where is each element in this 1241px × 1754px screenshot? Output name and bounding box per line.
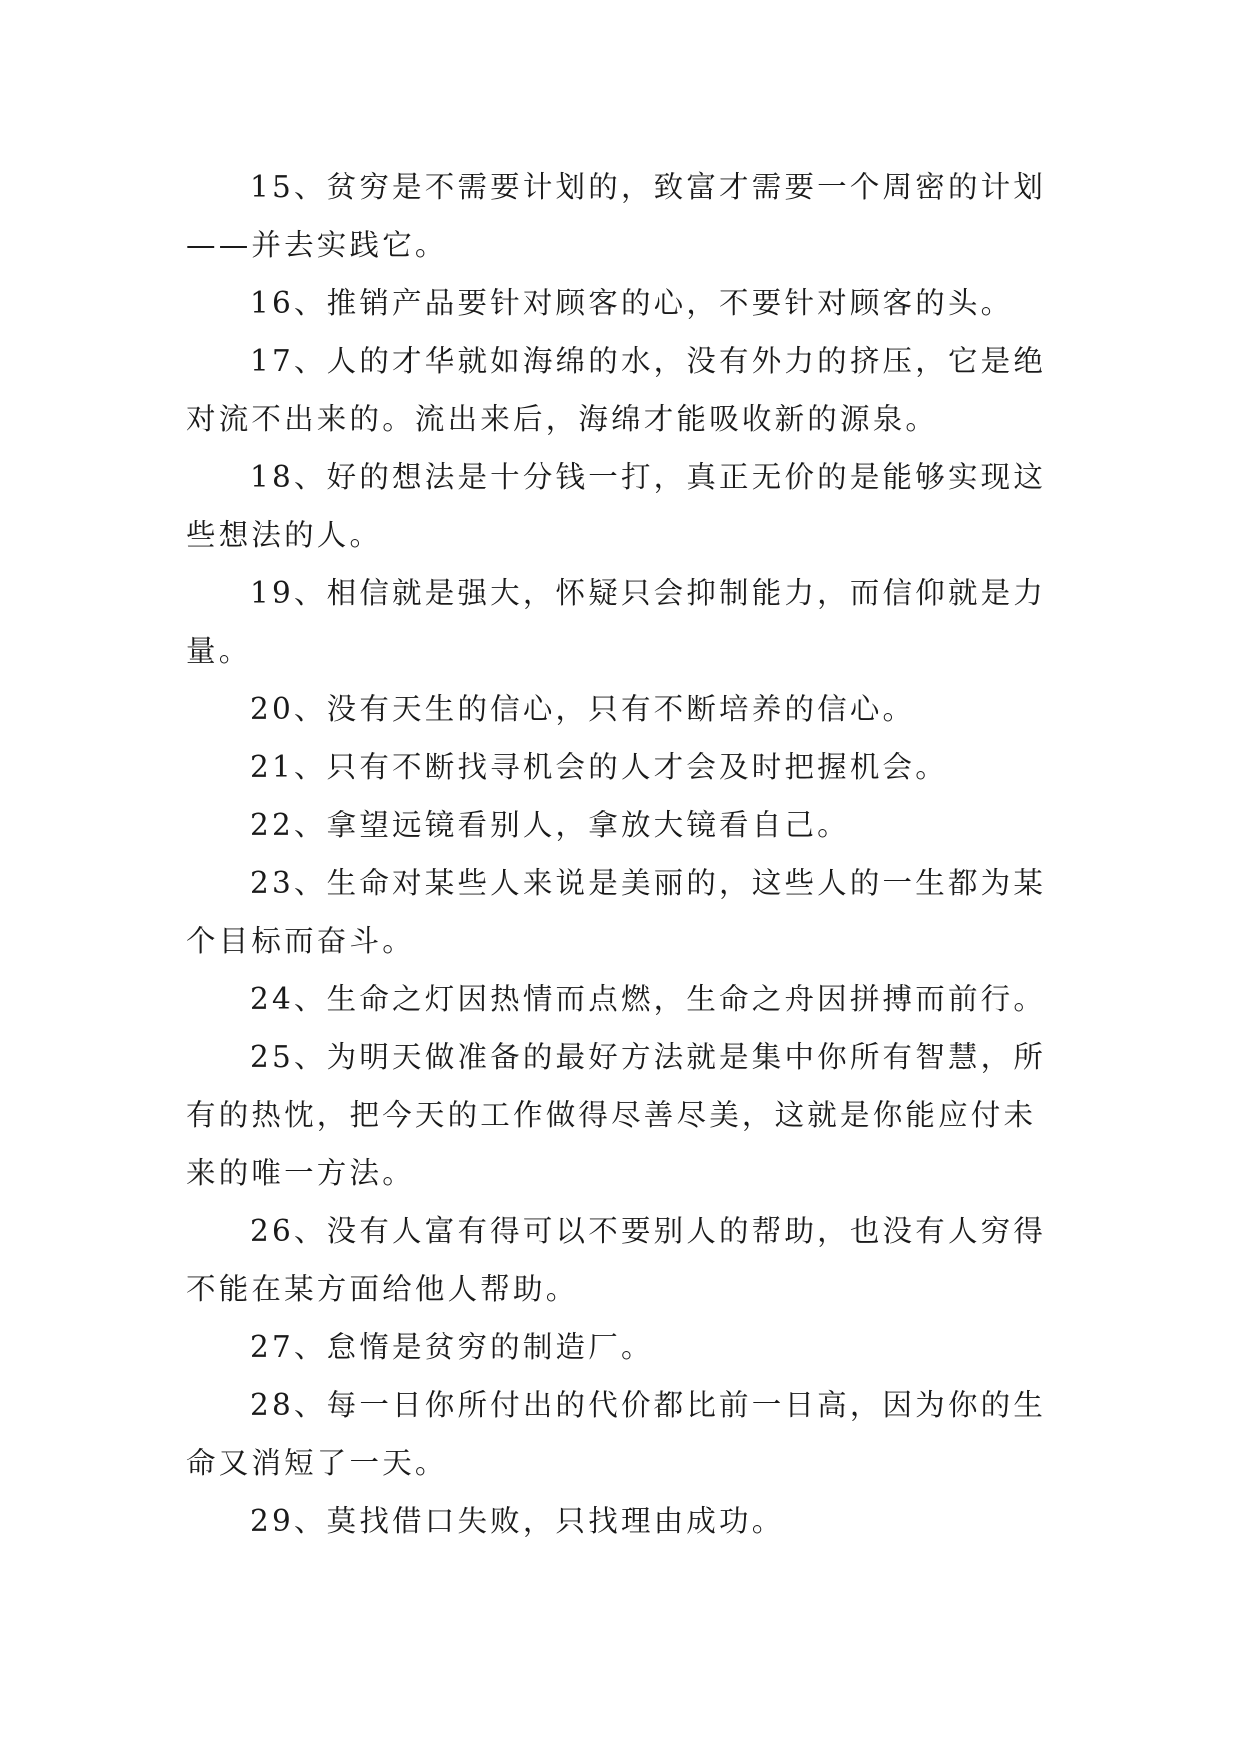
quote-29: 29、莫找借口失败，只找理由成功。	[250, 1504, 785, 1538]
quote-21: 21、只有不断找寻机会的人才会及时把握机会。	[250, 750, 948, 784]
document-page	[186, 158, 1056, 1550]
quote-17: 17、人的才华就如海绵的水，没有外力的挤压，它是绝对流不出来的。流出来后，海绵才能吸收新的源泉。	[186, 344, 1047, 436]
quote-25: 25、为明天做准备的最好方法就是集中你所有智慧，所有的热忱，把今天的工作做得尽善尽美，这就是你能应付未来的唯一方法。	[186, 1040, 1047, 1190]
quote-16: 16、推销产品要针对顾客的心，不要针对顾客的头。	[250, 286, 1014, 320]
quote-24: 24、生命之灯因热情而点燃，生命之舟因拼搏而前行。	[250, 982, 1047, 1016]
quote-19: 19、相信就是强大，怀疑只会抑制能力，而信仰就是力量。	[186, 576, 1047, 668]
quote-15: 15、贫穷是不需要计划的，致富才需要一个周密的计划——并去实践它。	[186, 170, 1047, 262]
quote-22: 22、拿望远镜看别人，拿放大镜看自己。	[250, 808, 850, 842]
quote-18: 18、好的想法是十分钱一打，真正无价的是能够实现这些想法的人。	[186, 460, 1047, 552]
quote-20: 20、没有天生的信心，只有不断培养的信心。	[250, 692, 916, 726]
quote-28: 28、每一日你所付出的代价都比前一日高，因为你的生命又消短了一天。	[186, 1388, 1047, 1480]
quote-26: 26、没有人富有得可以不要别人的帮助，也没有人穷得不能在某方面给他人帮助。	[186, 1214, 1047, 1306]
quote-23: 23、生命对某些人来说是美丽的，这些人的一生都为某个目标而奋斗。	[186, 866, 1047, 958]
quote-27: 27、怠惰是贫穷的制造厂。	[250, 1330, 654, 1364]
